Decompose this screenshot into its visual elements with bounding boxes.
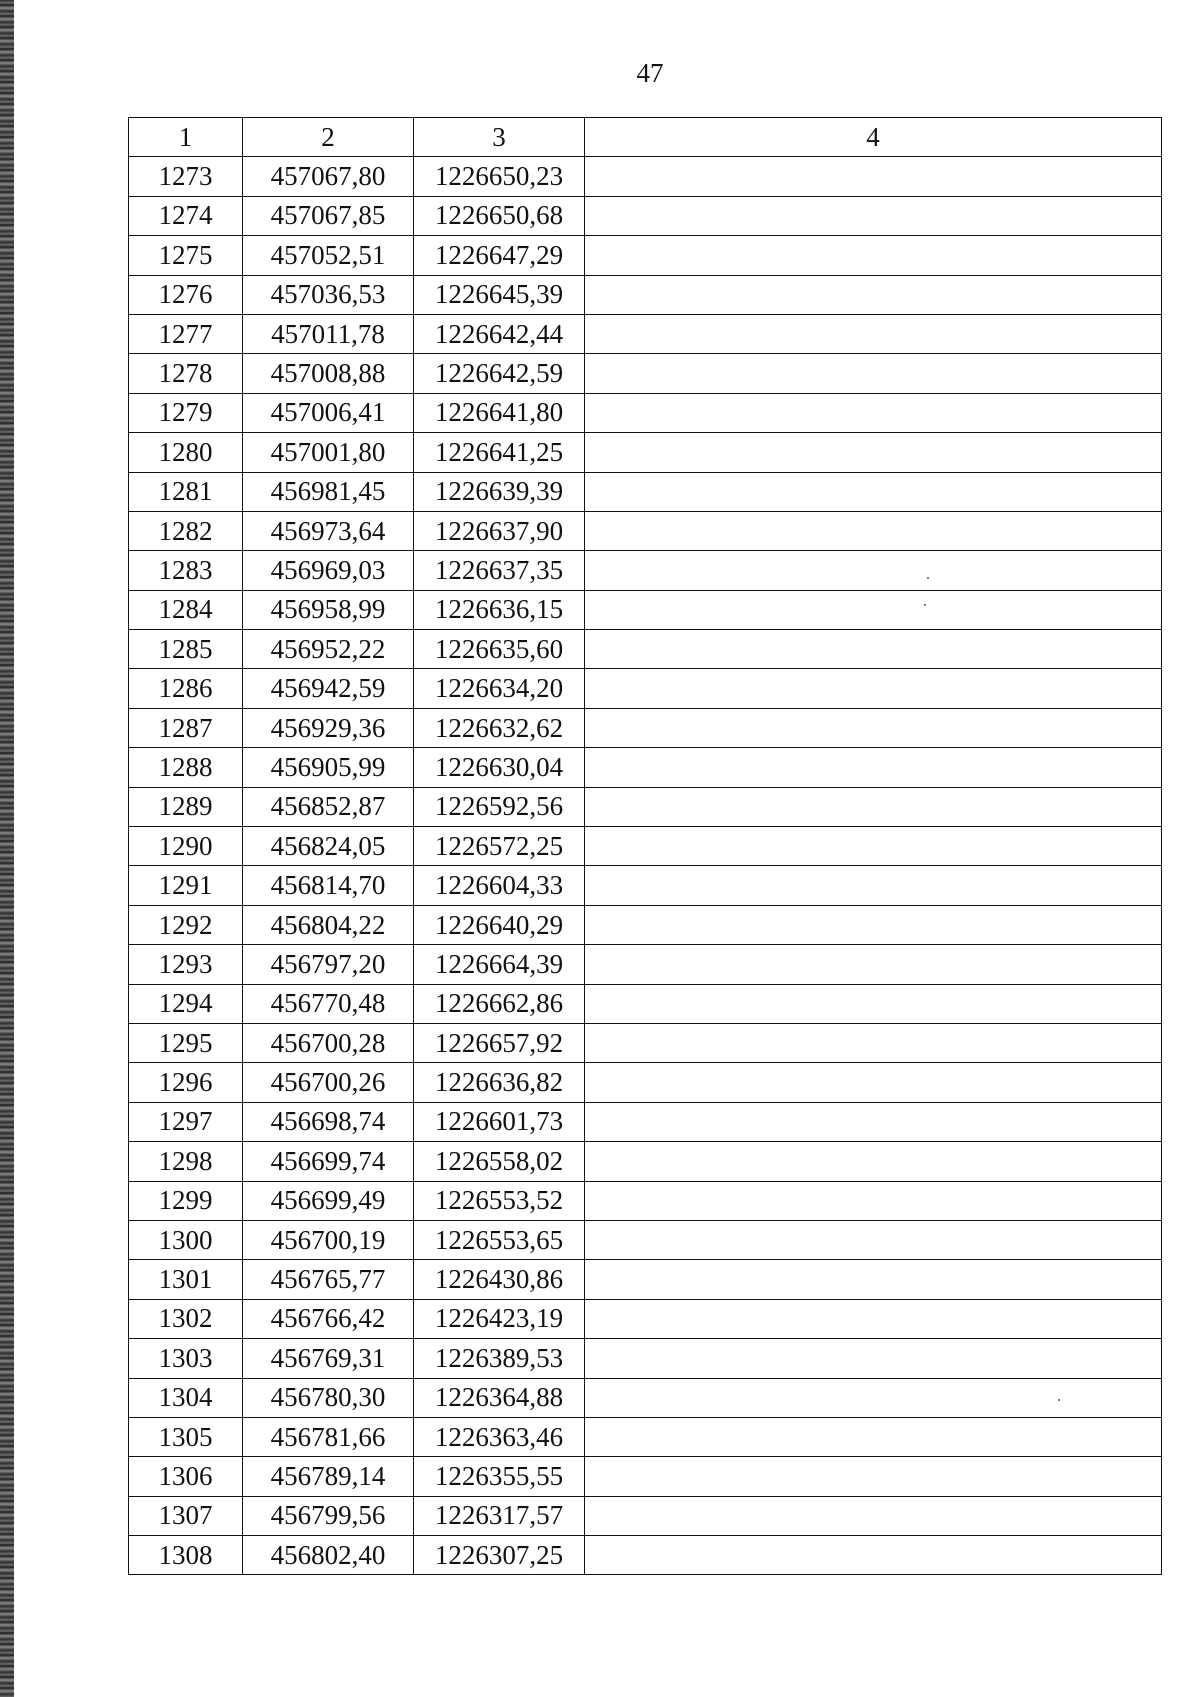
table-row — [129, 1339, 1162, 1378]
x-coordinate-cell: 456699,74 — [243, 1142, 414, 1181]
point-number-cell: 1289 — [129, 787, 243, 826]
point-number-cell: 1299 — [129, 1181, 243, 1220]
y-coordinate-cell: 1226634,20 — [414, 669, 585, 708]
x-coordinate-cell: 456802,40 — [243, 1536, 414, 1575]
table-row — [129, 945, 1162, 984]
x-coordinate-cell: 457006,41 — [243, 393, 414, 432]
point-number-cell: 1274 — [129, 196, 243, 235]
note-cell — [585, 551, 1162, 590]
x-coordinate-cell: 456824,05 — [243, 827, 414, 866]
table-row — [129, 984, 1162, 1023]
note-cell — [585, 1102, 1162, 1141]
y-coordinate-cell: 1226553,65 — [414, 1220, 585, 1259]
note-cell — [585, 236, 1162, 275]
x-coordinate-cell: 457008,88 — [243, 354, 414, 393]
note-cell — [585, 905, 1162, 944]
point-number-cell: 1279 — [129, 393, 243, 432]
point-number-cell: 1308 — [129, 1536, 243, 1575]
table-row — [129, 1220, 1162, 1259]
point-number-cell: 1292 — [129, 905, 243, 944]
note-cell — [585, 1181, 1162, 1220]
point-number-cell: 1280 — [129, 433, 243, 472]
note-cell — [585, 511, 1162, 550]
scan-edge — [0, 0, 14, 1697]
note-cell — [585, 669, 1162, 708]
note-cell — [585, 1417, 1162, 1456]
column-header: 3 — [414, 118, 585, 157]
note-cell — [585, 1063, 1162, 1102]
page-number: 47 — [636, 58, 664, 88]
y-coordinate-cell: 1226664,39 — [414, 945, 585, 984]
x-coordinate-cell: 456973,64 — [243, 511, 414, 550]
table-row — [129, 1102, 1162, 1141]
table-row — [129, 511, 1162, 550]
table-row — [129, 1299, 1162, 1338]
y-coordinate-cell: 1226317,57 — [414, 1496, 585, 1535]
scan-speck — [927, 577, 929, 579]
note-cell — [585, 1457, 1162, 1496]
y-coordinate-cell: 1226604,33 — [414, 866, 585, 905]
point-number-cell: 1297 — [129, 1102, 243, 1141]
note-cell — [585, 866, 1162, 905]
point-number-cell: 1301 — [129, 1260, 243, 1299]
table-row — [129, 551, 1162, 590]
note-cell — [585, 1536, 1162, 1575]
y-coordinate-cell: 1226640,29 — [414, 905, 585, 944]
note-cell — [585, 314, 1162, 353]
point-number-cell: 1277 — [129, 314, 243, 353]
table-row — [129, 1181, 1162, 1220]
point-number-cell: 1281 — [129, 472, 243, 511]
note-cell — [585, 275, 1162, 314]
y-coordinate-cell: 1226657,92 — [414, 1023, 585, 1062]
table-row — [129, 590, 1162, 629]
note-cell — [585, 433, 1162, 472]
x-coordinate-cell: 456699,49 — [243, 1181, 414, 1220]
point-number-cell: 1283 — [129, 551, 243, 590]
note-cell — [585, 157, 1162, 196]
note-cell — [585, 1339, 1162, 1378]
table-header-row — [129, 118, 1162, 157]
point-number-cell: 1285 — [129, 630, 243, 669]
y-coordinate-cell: 1226642,44 — [414, 314, 585, 353]
y-coordinate-cell: 1226592,56 — [414, 787, 585, 826]
x-coordinate-cell: 456981,45 — [243, 472, 414, 511]
point-number-cell: 1290 — [129, 827, 243, 866]
y-coordinate-cell: 1226553,52 — [414, 1181, 585, 1220]
table-row — [129, 787, 1162, 826]
x-coordinate-cell: 457052,51 — [243, 236, 414, 275]
x-coordinate-cell: 456905,99 — [243, 748, 414, 787]
note-cell — [585, 827, 1162, 866]
x-coordinate-cell: 456952,22 — [243, 630, 414, 669]
y-coordinate-cell: 1226363,46 — [414, 1417, 585, 1456]
x-coordinate-cell: 456942,59 — [243, 669, 414, 708]
y-coordinate-cell: 1226637,90 — [414, 511, 585, 550]
note-cell — [585, 1220, 1162, 1259]
column-header: 1 — [129, 118, 243, 157]
y-coordinate-cell: 1226647,29 — [414, 236, 585, 275]
y-coordinate-cell: 1226650,23 — [414, 157, 585, 196]
note-cell — [585, 1260, 1162, 1299]
point-number-cell: 1273 — [129, 157, 243, 196]
note-cell — [585, 984, 1162, 1023]
x-coordinate-cell: 456799,56 — [243, 1496, 414, 1535]
table-row — [129, 708, 1162, 747]
x-coordinate-cell: 456958,99 — [243, 590, 414, 629]
y-coordinate-cell: 1226636,15 — [414, 590, 585, 629]
y-coordinate-cell: 1226572,25 — [414, 827, 585, 866]
y-coordinate-cell: 1226637,35 — [414, 551, 585, 590]
note-cell — [585, 354, 1162, 393]
note-cell — [585, 590, 1162, 629]
x-coordinate-cell: 456780,30 — [243, 1378, 414, 1417]
point-number-cell: 1287 — [129, 708, 243, 747]
note-cell — [585, 1142, 1162, 1181]
point-number-cell: 1275 — [129, 236, 243, 275]
point-number-cell: 1305 — [129, 1417, 243, 1456]
table-row — [129, 314, 1162, 353]
y-coordinate-cell: 1226364,88 — [414, 1378, 585, 1417]
note-cell — [585, 630, 1162, 669]
note-cell — [585, 393, 1162, 432]
y-coordinate-cell: 1226636,82 — [414, 1063, 585, 1102]
x-coordinate-cell: 456700,28 — [243, 1023, 414, 1062]
x-coordinate-cell: 456969,03 — [243, 551, 414, 590]
x-coordinate-cell: 456770,48 — [243, 984, 414, 1023]
note-cell — [585, 748, 1162, 787]
table-row — [129, 827, 1162, 866]
table-row — [129, 630, 1162, 669]
table-row — [129, 472, 1162, 511]
table-row — [129, 1417, 1162, 1456]
y-coordinate-cell: 1226630,04 — [414, 748, 585, 787]
note-cell — [585, 1496, 1162, 1535]
y-coordinate-cell: 1226635,60 — [414, 630, 585, 669]
table-row — [129, 905, 1162, 944]
point-number-cell: 1276 — [129, 275, 243, 314]
y-coordinate-cell: 1226645,39 — [414, 275, 585, 314]
point-number-cell: 1284 — [129, 590, 243, 629]
scan-speck — [924, 604, 926, 606]
point-number-cell: 1294 — [129, 984, 243, 1023]
point-number-cell: 1303 — [129, 1339, 243, 1378]
table-row — [129, 393, 1162, 432]
point-number-cell: 1306 — [129, 1457, 243, 1496]
table-body — [129, 157, 1162, 1575]
y-coordinate-cell: 1226662,86 — [414, 984, 585, 1023]
x-coordinate-cell: 457036,53 — [243, 275, 414, 314]
table-row — [129, 433, 1162, 472]
point-number-cell: 1291 — [129, 866, 243, 905]
y-coordinate-cell: 1226355,55 — [414, 1457, 585, 1496]
table-row — [129, 196, 1162, 235]
y-coordinate-cell: 1226423,19 — [414, 1299, 585, 1338]
table-row — [129, 1457, 1162, 1496]
note-cell — [585, 787, 1162, 826]
x-coordinate-cell: 456769,31 — [243, 1339, 414, 1378]
point-number-cell: 1282 — [129, 511, 243, 550]
note-cell — [585, 708, 1162, 747]
x-coordinate-cell: 456814,70 — [243, 866, 414, 905]
x-coordinate-cell: 456765,77 — [243, 1260, 414, 1299]
x-coordinate-cell: 456852,87 — [243, 787, 414, 826]
point-number-cell: 1293 — [129, 945, 243, 984]
x-coordinate-cell: 456781,66 — [243, 1417, 414, 1456]
note-cell — [585, 196, 1162, 235]
point-number-cell: 1296 — [129, 1063, 243, 1102]
x-coordinate-cell: 457011,78 — [243, 314, 414, 353]
y-coordinate-cell: 1226430,86 — [414, 1260, 585, 1299]
note-cell — [585, 1378, 1162, 1417]
point-number-cell: 1300 — [129, 1220, 243, 1259]
table-row — [129, 236, 1162, 275]
point-number-cell: 1307 — [129, 1496, 243, 1535]
x-coordinate-cell: 457001,80 — [243, 433, 414, 472]
note-cell — [585, 945, 1162, 984]
point-number-cell: 1295 — [129, 1023, 243, 1062]
table-row — [129, 157, 1162, 196]
coordinates-table — [128, 117, 1162, 1575]
x-coordinate-cell: 456700,19 — [243, 1220, 414, 1259]
y-coordinate-cell: 1226601,73 — [414, 1102, 585, 1141]
note-cell — [585, 1299, 1162, 1338]
y-coordinate-cell: 1226632,62 — [414, 708, 585, 747]
x-coordinate-cell: 457067,85 — [243, 196, 414, 235]
x-coordinate-cell: 456929,36 — [243, 708, 414, 747]
y-coordinate-cell: 1226641,80 — [414, 393, 585, 432]
point-number-cell: 1278 — [129, 354, 243, 393]
table-row — [129, 1142, 1162, 1181]
column-header: 4 — [585, 118, 1162, 157]
y-coordinate-cell: 1226639,39 — [414, 472, 585, 511]
point-number-cell: 1304 — [129, 1378, 243, 1417]
point-number-cell: 1288 — [129, 748, 243, 787]
x-coordinate-cell: 456698,74 — [243, 1102, 414, 1141]
table-row — [129, 1063, 1162, 1102]
x-coordinate-cell: 456789,14 — [243, 1457, 414, 1496]
table-row — [129, 866, 1162, 905]
point-number-cell: 1286 — [129, 669, 243, 708]
y-coordinate-cell: 1226307,25 — [414, 1536, 585, 1575]
scan-speck — [1058, 1399, 1060, 1401]
y-coordinate-cell: 1226650,68 — [414, 196, 585, 235]
y-coordinate-cell: 1226389,53 — [414, 1339, 585, 1378]
table-row — [129, 1378, 1162, 1417]
table-row — [129, 1496, 1162, 1535]
table-row — [129, 669, 1162, 708]
point-number-cell: 1302 — [129, 1299, 243, 1338]
y-coordinate-cell: 1226642,59 — [414, 354, 585, 393]
table-row — [129, 1536, 1162, 1575]
table-row — [129, 354, 1162, 393]
note-cell — [585, 1023, 1162, 1062]
table-row — [129, 748, 1162, 787]
table-row — [129, 1260, 1162, 1299]
x-coordinate-cell: 456804,22 — [243, 905, 414, 944]
table-row — [129, 275, 1162, 314]
x-coordinate-cell: 456797,20 — [243, 945, 414, 984]
table-row — [129, 1023, 1162, 1062]
column-header: 2 — [243, 118, 414, 157]
x-coordinate-cell: 456700,26 — [243, 1063, 414, 1102]
note-cell — [585, 472, 1162, 511]
y-coordinate-cell: 1226641,25 — [414, 433, 585, 472]
point-number-cell: 1298 — [129, 1142, 243, 1181]
x-coordinate-cell: 456766,42 — [243, 1299, 414, 1338]
y-coordinate-cell: 1226558,02 — [414, 1142, 585, 1181]
x-coordinate-cell: 457067,80 — [243, 157, 414, 196]
